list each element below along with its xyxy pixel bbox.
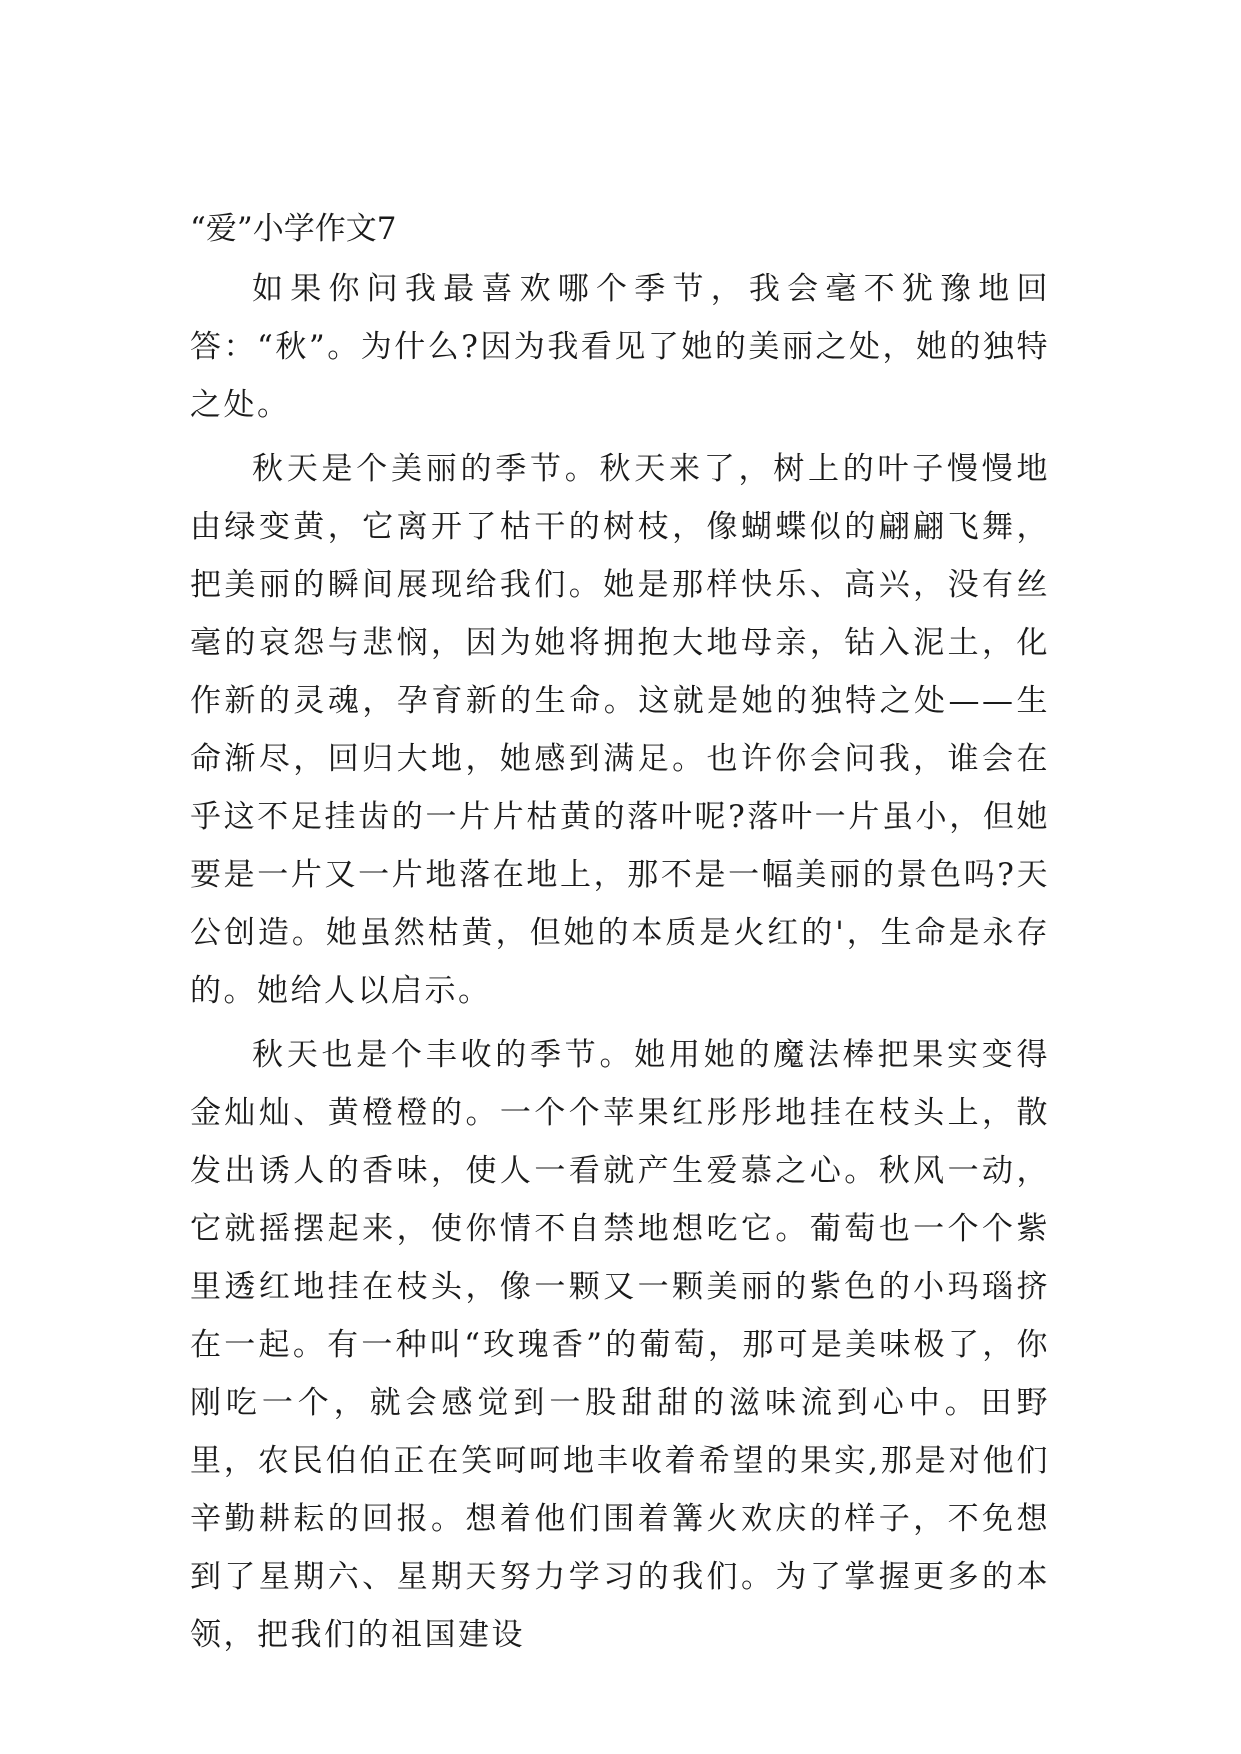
paragraph-3: 秋天也是个丰收的季节。她用她的魔法棒把果实变得金灿灿、黄橙橙的。一个个苹果红彤彤地挂在枝头上，散发出诱人的香味，使人一看就产生爱慕之心。秋风一动，它就摇摆起来，使你情不自禁地想吃它。葡萄也一个个紫里透红地挂在枝头，像一颗又一颗美丽的紫色的小玛瑙挤在一起。有一种叫“玫瑰香”的葡萄，那可是美味极了，你刚吃一个，就会感觉到一股甜甜的滋味流到心中。田野里，农民伯伯正在笑呵呵地丰收着希望的果实,那是对他们辛勤耕耘的回报。想着他们围着篝火欢庆的样子，不免想到了星期六、星期天努力学习的我们。为了掌握更多的本领，把我们的祖国建设	[190, 1037, 1050, 1653]
document-body	[190, 204, 1050, 1670]
paragraph-2: 秋天是个美丽的季节。秋天来了，树上的叶子慢慢地由绿变黄，它离开了枯干的树枝，像蝴蝶似的翩翩飞舞，把美丽的瞬间展现给我们。她是那样快乐、高兴，没有丝毫的哀怨与悲悯，因为她将拥抱大地母亲，钻入泥土，化作新的灵魂，孕育新的生命。这就是她的独特之处——生命渐尽，回归大地，她感到满足。也许你会问我，谁会在乎这不足挂齿的一片片枯黄的落叶呢?落叶一片虽小，但她要是一片又一片地落在地上，那不是一幅美丽的景色吗?天公创造。她虽然枯黄，但她的本质是火红的'，生命是永存的。她给人以启示。	[190, 451, 1050, 1009]
paragraph-1: 如果你问我最喜欢哪个季节，我会毫不犹豫地回答：“秋”。为什么?因为我看见了她的美丽之处，她的独特之处。	[190, 271, 1050, 423]
essay-title: “爱”小学作文7	[190, 211, 397, 247]
